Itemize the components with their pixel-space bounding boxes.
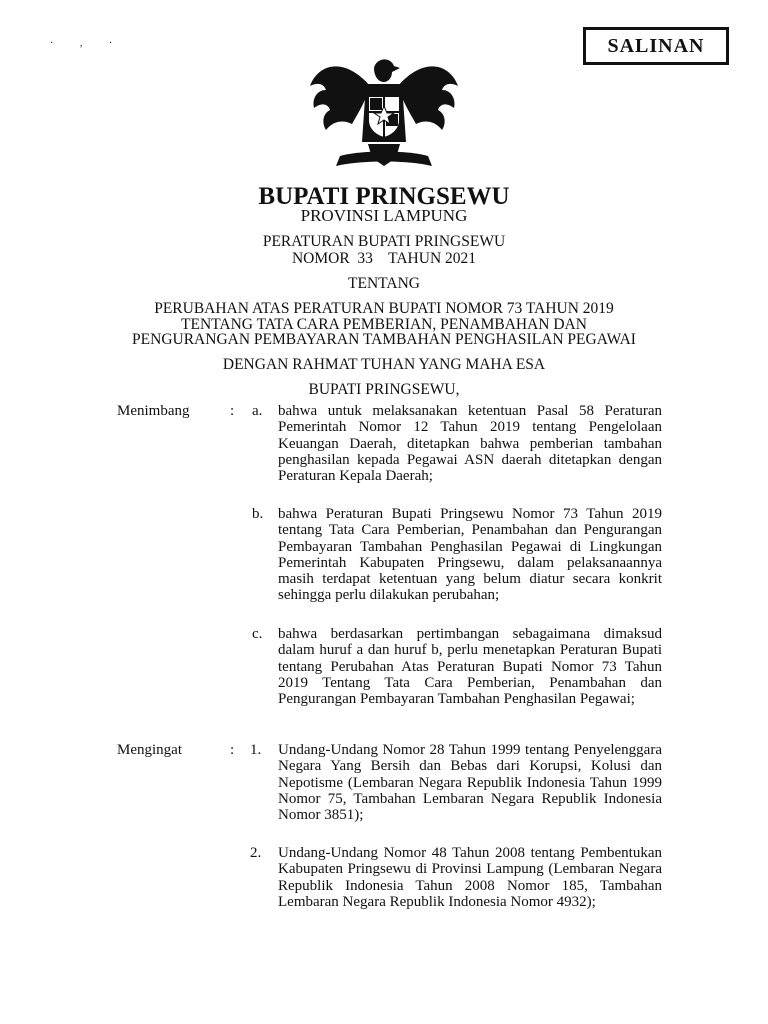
item-marker: c.	[252, 626, 263, 642]
garuda-emblem-icon	[304, 46, 464, 181]
item-marker: b.	[252, 506, 264, 522]
province-name: PROVINSI LAMPUNG	[300, 206, 468, 225]
subject-line-3: PENGURANGAN PEMBAYARAN TAMBAHAN PENGHASILAN PEGAWAI	[132, 331, 636, 348]
regulation-number: NOMOR 33 TAHUN 2021	[291, 250, 477, 267]
mengingat-colon: :	[230, 742, 235, 758]
scan-specks: · , ·	[50, 38, 125, 49]
item-marker: 2.	[250, 845, 262, 861]
menimbang-item-a: bahwa untuk melaksanakan ketentuan Pasal 58 Peraturan Pemerintah Nomor 12 Tahun 2019 tentang Pengelolaan Keuangan Daerah, ditetapkan bahwa pemberian tambahan penghasilan kepada Pegawai ASN daerah ditetapkan dengan Peraturan Kepala Daerah;	[278, 403, 662, 485]
item-marker: 1.	[250, 742, 262, 758]
mengingat-label: Mengingat	[117, 742, 182, 758]
regulation-name: PERATURAN BUPATI PRINGSEWU	[262, 233, 506, 250]
about-heading: TENTANG	[348, 275, 420, 292]
menimbang-item-c: bahwa berdasarkan pertimbangan sebagaimana dimaksud dalam huruf a dan huruf b, perlu menetapkan Peraturan Bupati tentang Perubahan Atas Peraturan Bupati Nomor 73 Tahun 2019 Tentang Tata Cara Pemberian, Penambahan dan Pengurangan Pembayaran Tambahan Penghasilan Pegawai;	[278, 626, 662, 708]
item-marker: a.	[252, 403, 263, 419]
subject-line-1: PERUBAHAN ATAS PERATURAN BUPATI NOMOR 73 TAHUN 2019	[154, 300, 614, 317]
mengingat-item-2: Undang-Undang Nomor 48 Tahun 2008 tentang Pembentukan Kabupaten Pringsewu di Provinsi Lampung (Lembaran Negara Republik Indonesia Tahun 2008 Nomor 185, Tambahan Lembaran Negara Republik Indonesia Nomor 4932);	[278, 845, 662, 910]
issuer-line: BUPATI PRINGSEWU,	[308, 381, 460, 398]
blessing-line: DENGAN RAHMAT TUHAN YANG MAHA ESA	[222, 356, 546, 373]
salinan-stamp: SALINAN	[583, 27, 729, 65]
menimbang-item-b: bahwa Peraturan Bupati Pringsewu Nomor 73 Tahun 2019 tentang Tata Cara Pemberian, Penambahan dan Pengurangan Pembayaran Tambahan Penghasilan Pegawai di Lingkungan Pemerintah Kabupaten Pringsewu, dalam pelaksanaannya masih terdapat ketentuan yang belum diatur secara konkrit sehingga perlu dilakukan perubahan;	[278, 506, 662, 604]
document-title: BUPATI PRINGSEWU	[258, 183, 510, 210]
mengingat-item-1: Undang-Undang Nomor 28 Tahun 1999 tentang Penyelenggara Negara Yang Bersih dan Bebas dari Korupsi, Kolusi dan Nepotisme (Lembaran Negara Republik Indonesia Tahun 1999 Nomor 75, Tambahan Lembaran Negara Republik Indonesia Nomor 3851);	[278, 742, 662, 824]
subject-line-2: TENTANG TATA CARA PEMBERIAN, PENAMBAHAN DAN	[181, 316, 587, 333]
menimbang-colon: :	[230, 403, 235, 419]
menimbang-label: Menimbang	[117, 403, 190, 419]
